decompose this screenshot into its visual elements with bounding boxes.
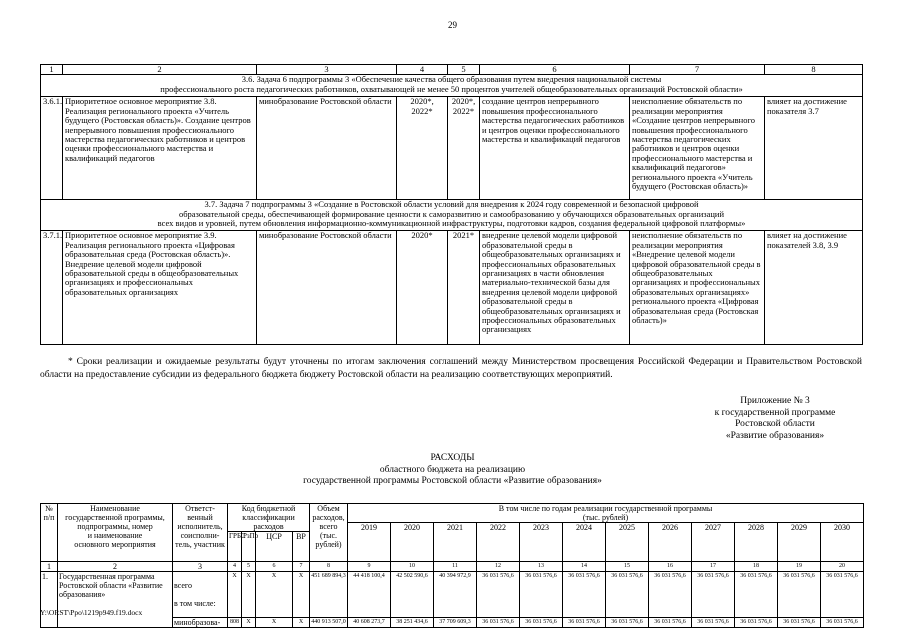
- year-value: 36 031 576,6: [821, 572, 864, 618]
- appendix-caption: [690, 396, 860, 442]
- year-value: 36 031 576,6: [606, 572, 649, 618]
- year-value: 36 031 576,6: [563, 618, 606, 628]
- rzpr-value: X: [242, 618, 256, 628]
- title-line: государственной программы Ростовской области «Развитие образования»: [303, 476, 602, 486]
- col-number: 13: [520, 562, 563, 572]
- start-year: 2020*, 2022*: [397, 97, 448, 200]
- grbs-value: X: [228, 572, 242, 618]
- year-2027: 2027: [692, 523, 735, 562]
- vr-value: X: [293, 618, 310, 628]
- col-number: 8: [310, 562, 348, 572]
- year-2024: 2024: [563, 523, 606, 562]
- row-number: 1.: [41, 572, 58, 628]
- end-year: 2021*: [448, 231, 480, 345]
- appendix-line: Ростовской области: [735, 419, 815, 429]
- header-name: Наименование государственной программы, подпрограммы, номер и наименование основного мероприятия: [58, 504, 173, 562]
- measures-table: [40, 64, 863, 345]
- year-value: 40 608 273,7: [348, 618, 391, 628]
- row-number: 3.6.1.: [41, 97, 63, 200]
- header-budget-code: Код бюджетной классификации расходов: [228, 504, 310, 532]
- document-title: [0, 453, 905, 488]
- rzpr-value: X: [242, 572, 256, 618]
- year-value: 36 031 576,6: [778, 618, 821, 628]
- year-value: 36 031 576,6: [821, 618, 864, 628]
- responsible-total: всего: [174, 581, 193, 590]
- header-volume: Объем расходов, всего (тыс. рублей): [310, 504, 348, 562]
- year-value: 44 418 100,4: [348, 572, 391, 618]
- col-number: 7: [630, 65, 765, 75]
- header-grbs: ГРБС: [228, 532, 242, 562]
- col-number: 8: [765, 65, 863, 75]
- responsible-including: в том числе:: [174, 599, 216, 608]
- consequences: неисполнение обязательств по реализации мероприятия «Внедрение целевой модели цифровой образовательной среды в общеобразовательных организациях и профессиональных образовательных организациях» регионального проекта «Цифровая образовательная среда (Ростовская область)»: [630, 231, 765, 345]
- year-2025: 2025: [606, 523, 649, 562]
- header-vr: ВР: [293, 532, 310, 562]
- col-number: 16: [649, 562, 692, 572]
- col-number: 19: [778, 562, 821, 572]
- year-value: 36 031 576,6: [692, 618, 735, 628]
- footnote: * Сроки реализации и ожидаемые результаты будут уточнены по итогам заключения соглашений между Министерством просвещения Российской Федерации и Правительством Ростовской области на предоставление субсидии из федерального бюджета бюджету Ростовской области на реализацию соответствующих мероприятий.: [40, 357, 862, 380]
- year-value: 37 709 609,3: [434, 618, 477, 628]
- year-value: 36 031 576,6: [649, 572, 692, 618]
- col-number: 5: [242, 562, 256, 572]
- column-number-row: [41, 562, 864, 572]
- header-rzpr: РзПр: [242, 532, 256, 562]
- page-number: 29: [448, 20, 457, 30]
- measure-name: Приоритетное основное мероприятие 3.8. Реализация регионального проекта «Учитель будущего (Ростовская область)». Создание центров непрерывного повышения профессионального мастерства педагогических работников и центров оценки профессионального мастерства и квалификаций педагогов: [63, 97, 257, 200]
- col-number: 6: [256, 562, 293, 572]
- year-2028: 2028: [735, 523, 778, 562]
- grbs-value: 808: [228, 618, 242, 628]
- col-number: 4: [397, 65, 448, 75]
- appendix-line: к государственной программе: [714, 407, 836, 418]
- table-row: [41, 572, 864, 618]
- year-2030: 2030: [821, 523, 864, 562]
- col-number: 6: [480, 65, 630, 75]
- expected-result: внедрение целевой модели цифровой образовательной среды в общеобразовательных организациях и профессиональных образовательных организациях в части обновления материально-технической базы для внедрения целевой модели цифровой образовательной среды в общеобразовательных организациях и профессиональных образовательных организациях: [480, 231, 630, 345]
- title-line: РАСХОДЫ: [430, 453, 475, 463]
- responsible: [173, 572, 228, 618]
- executor: минобразование Ростовской области: [257, 97, 397, 200]
- table-row: [41, 97, 863, 200]
- vr-value: X: [293, 572, 310, 618]
- col-number: 7: [293, 562, 310, 572]
- col-number: 11: [434, 562, 477, 572]
- col-number: 2: [58, 562, 173, 572]
- csr-value: X: [256, 572, 293, 618]
- footer-file-path: Y:\ORST\Ppo\1219p949.f19.docx: [40, 608, 143, 617]
- section-3-7-heading: 3.7. Задача 7 подпрограммы 3 «Создание в Ростовской области условий для внедрения к 2024 году современной и безопасной цифровой образовательной среды, обеспечивающей формирование ценности к саморазвитию и самообразованию у обучающихся образовательных организаций всех видов и уровней, путем обновления информационно-коммуникационной инфраструктуры, подготовки кадров, создания федеральной цифровой платформы»: [41, 200, 863, 231]
- year-2023: 2023: [520, 523, 563, 562]
- col-number: 9: [348, 562, 391, 572]
- year-value: 36 031 576,6: [520, 618, 563, 628]
- total-value: 451 689 894,3: [310, 572, 348, 618]
- header-num: № п/п: [41, 504, 58, 562]
- responsible: минобразова-: [173, 618, 228, 628]
- col-number: 5: [448, 65, 480, 75]
- measure-name: Приоритетное основное мероприятие 3.9. Реализация регионального проекта «Цифровая образовательная среда (Ростовская область)». Внедрение целевой модели цифровой образовательной среды в общеобразовательных организациях и профессиональных образовательных организациях: [63, 231, 257, 345]
- header-csr: ЦСР: [256, 532, 293, 562]
- year-2029: 2029: [778, 523, 821, 562]
- year-value: 36 031 576,6: [778, 572, 821, 618]
- year-value: 36 031 576,6: [649, 618, 692, 628]
- year-value: 40 394 972,9: [434, 572, 477, 618]
- year-2026: 2026: [649, 523, 692, 562]
- table-row: [41, 231, 863, 345]
- year-value: 36 031 576,6: [735, 572, 778, 618]
- appendix-line: Приложение № 3: [740, 396, 810, 406]
- section-heading-row: [41, 200, 863, 231]
- consequences: неисполнение обязательств по реализации мероприятия «Создание центров непрерывного повышения профессионального мастерства педагогических работников и центров оценки профессионального мастерства и квалификаций педагогов» регионального проекта «Учитель будущего (Ростовская область)»: [630, 97, 765, 200]
- section-3-6-heading: 3.6. Задача 6 подпрограммы 3 «Обеспечение качества общего образования путем внедрения национальной системы профессионального роста педагогических работников, охватывающей не менее 50 процентов учителей общеобразовательных организаций Ростовской области»: [41, 75, 863, 97]
- year-value: 36 031 576,6: [477, 618, 520, 628]
- year-value: 42 502 590,6: [391, 572, 434, 618]
- header-responsible: Ответст- венный исполнитель, соисполни- тель, участник: [173, 504, 228, 562]
- expenses-table: [40, 503, 864, 628]
- year-value: 38 251 434,6: [391, 618, 434, 628]
- year-value: 36 031 576,6: [520, 572, 563, 618]
- col-number: 10: [391, 562, 434, 572]
- year-value: 36 031 576,6: [477, 572, 520, 618]
- year-2022: 2022: [477, 523, 520, 562]
- year-value: 36 031 576,6: [563, 572, 606, 618]
- year-2021: 2021: [434, 523, 477, 562]
- end-year: 2020*, 2022*: [448, 97, 480, 200]
- header-years-caption: В том числе по годам реализации государственной программы (тыс. рублей): [348, 504, 864, 523]
- csr-value: X: [256, 618, 293, 628]
- section-heading-row: [41, 75, 863, 97]
- row-number: 3.7.1.: [41, 231, 63, 345]
- col-number: 1: [41, 562, 58, 572]
- program-name: Государственная программа Ростовской области «Развитие образования»: [58, 572, 173, 628]
- col-number: 15: [606, 562, 649, 572]
- year-2020: 2020: [391, 523, 434, 562]
- executor: минобразование Ростовской области: [257, 231, 397, 345]
- start-year: 2020*: [397, 231, 448, 345]
- year-value: 36 031 576,6: [692, 572, 735, 618]
- appendix-line: «Развитие образования»: [725, 430, 825, 441]
- indicator-link: влияет на достижение показателя 3.7: [765, 97, 863, 200]
- header-row: [41, 504, 864, 523]
- expected-result: создание центров непрерывного повышения профессионального мастерства педагогических работников и центров оценки профессионального мастерства и квалификаций педагогов: [480, 97, 630, 200]
- col-number: 20: [821, 562, 864, 572]
- column-number-row: [41, 65, 863, 75]
- col-number: 3: [257, 65, 397, 75]
- col-number: 12: [477, 562, 520, 572]
- col-number: 18: [735, 562, 778, 572]
- year-value: 36 031 576,6: [735, 618, 778, 628]
- col-number: 4: [228, 562, 242, 572]
- col-number: 17: [692, 562, 735, 572]
- col-number: 14: [563, 562, 606, 572]
- col-number: 1: [41, 65, 63, 75]
- col-number: 2: [63, 65, 257, 75]
- year-value: 36 031 576,6: [606, 618, 649, 628]
- indicator-link: влияет на достижение показателей 3.8, 3.9: [765, 231, 863, 345]
- year-2019: 2019: [348, 523, 391, 562]
- total-value: 440 913 507,0: [310, 618, 348, 628]
- title-line: областного бюджета на реализацию: [379, 464, 526, 475]
- col-number: 3: [173, 562, 228, 572]
